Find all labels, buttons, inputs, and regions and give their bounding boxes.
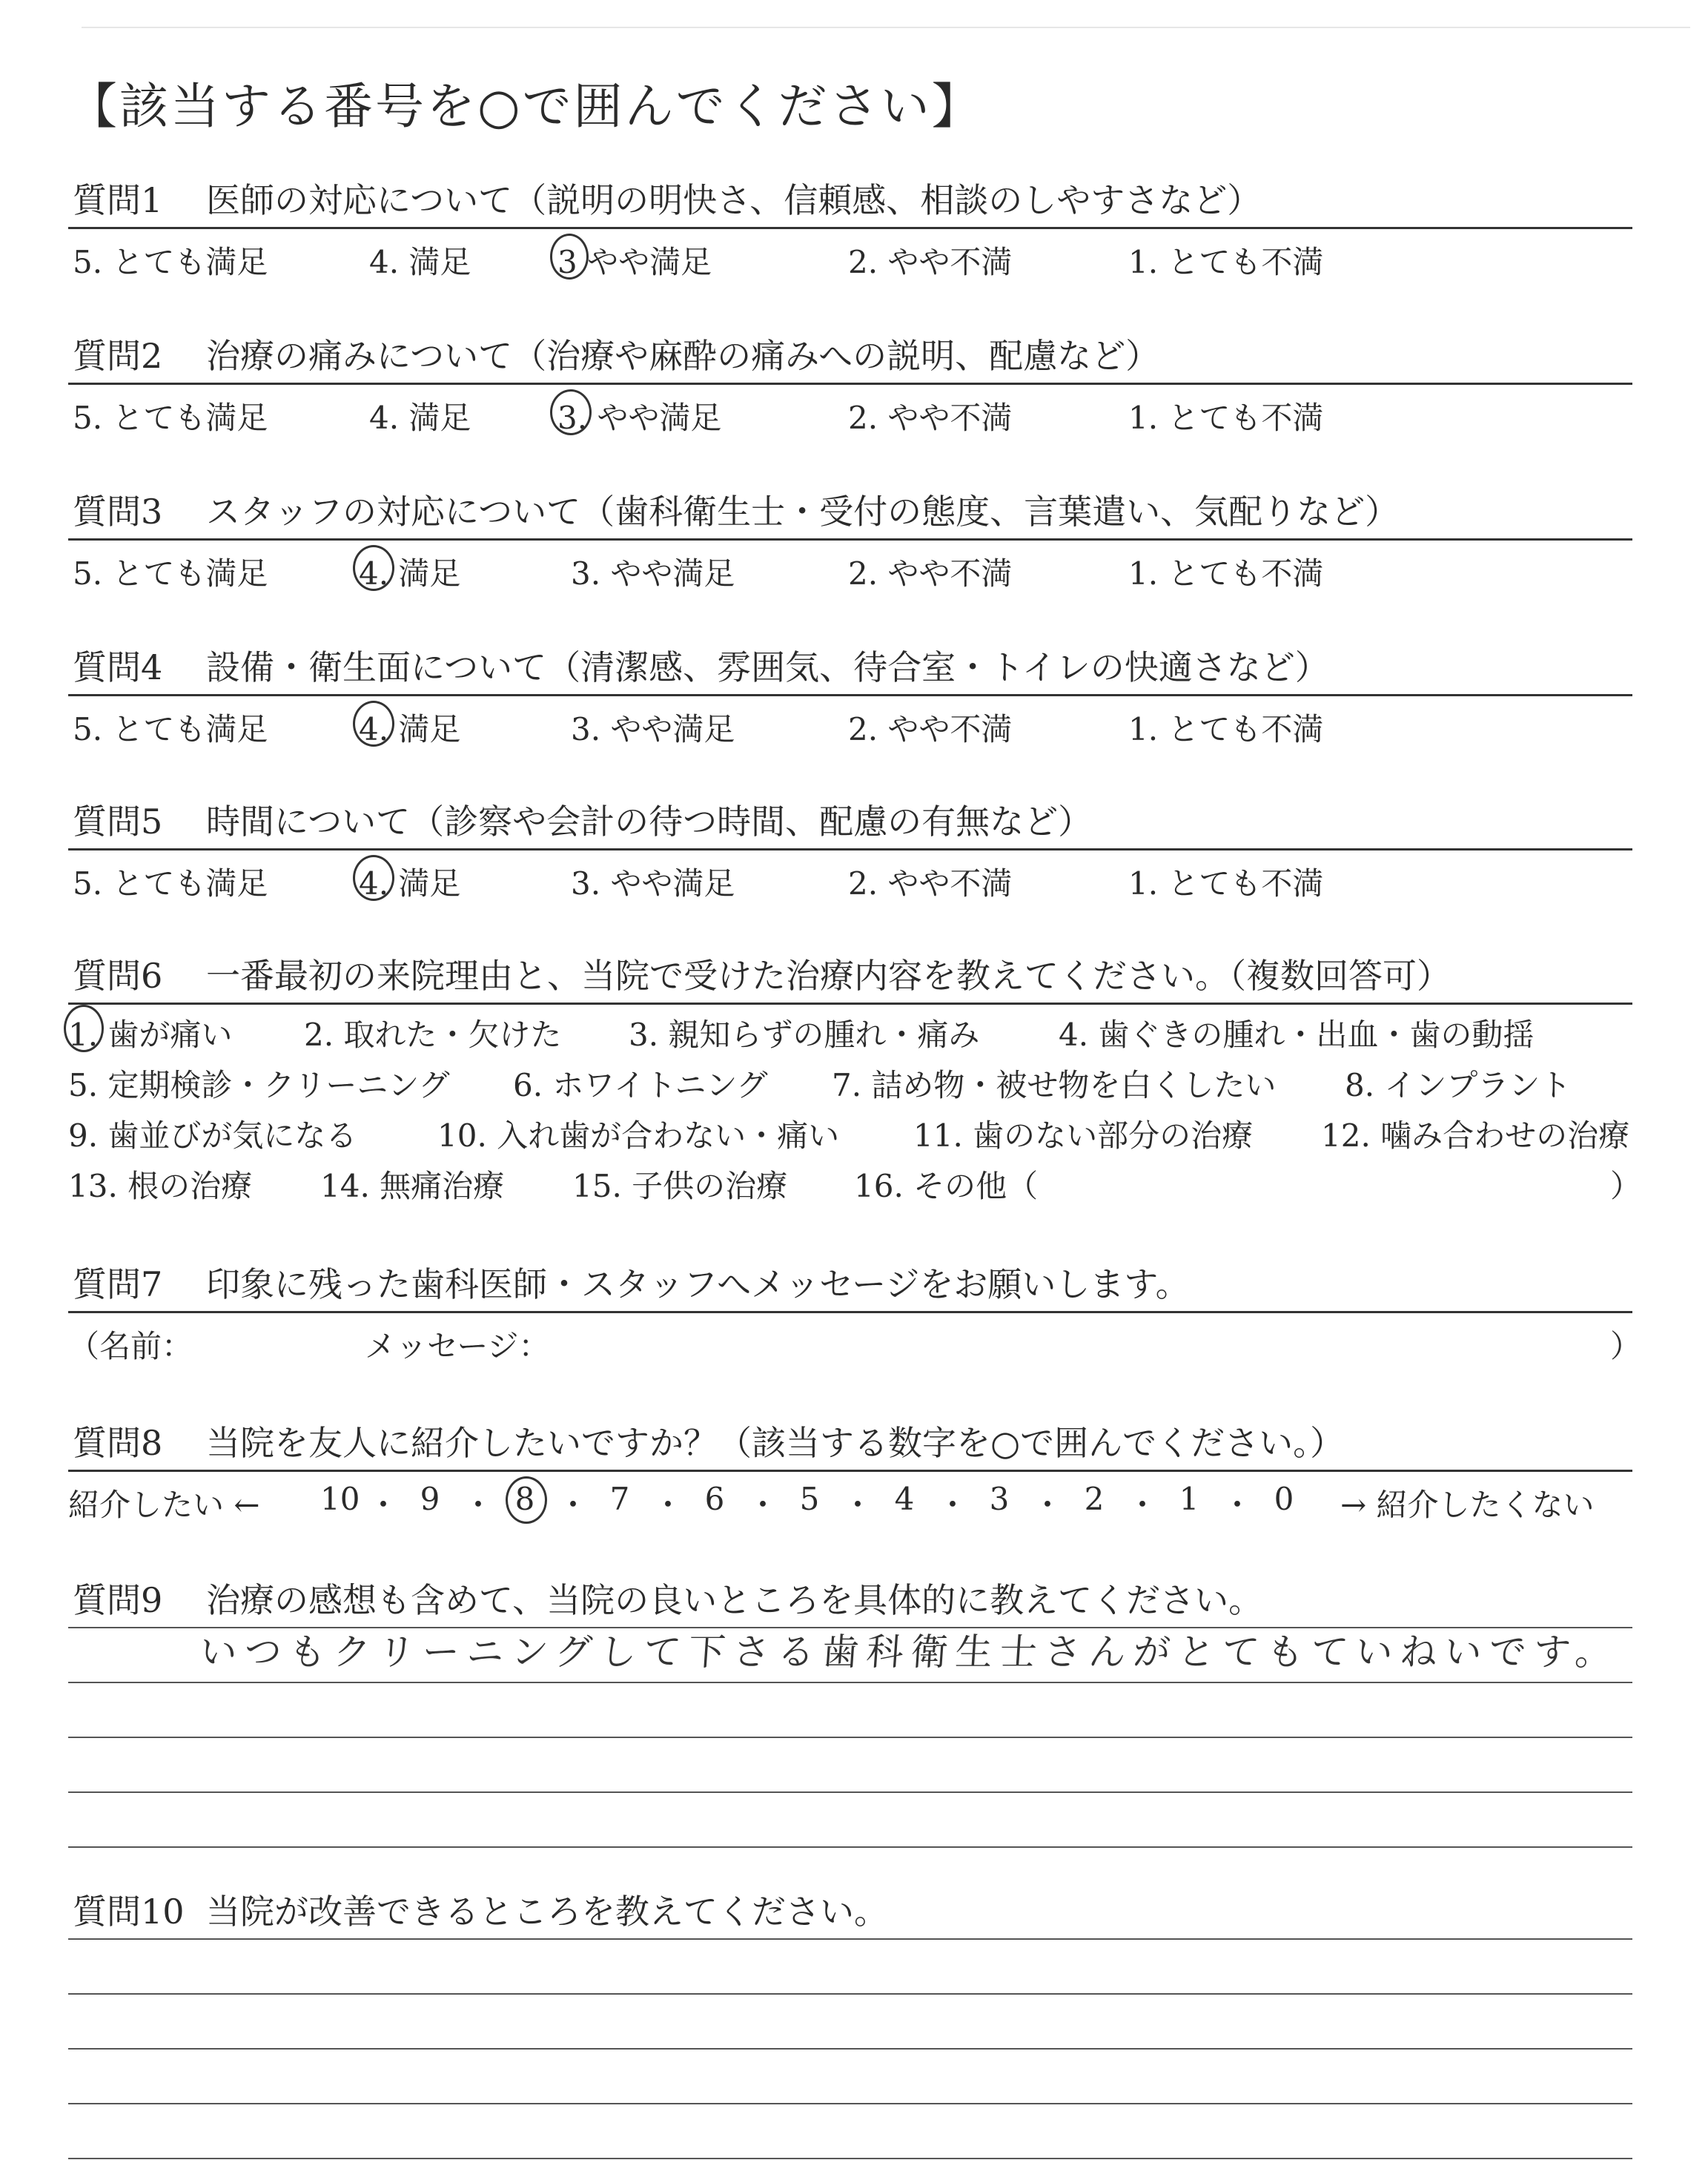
question-2 xyxy=(68,328,1632,441)
question-6-options xyxy=(68,1005,1642,1214)
question-10 xyxy=(68,1883,1632,2159)
question-8-text: 当院を友人に紹介したいですか？（該当する数字を○で囲んでください。） xyxy=(206,1423,1345,1463)
reason-option[interactable]: 10. 入れ歯が合わない・痛い xyxy=(437,1117,840,1154)
scale-5[interactable]: 5 xyxy=(799,1481,820,1517)
answer-line[interactable] xyxy=(68,1995,1632,2050)
scale-dot: ・ xyxy=(368,1487,400,1523)
question-8 xyxy=(68,1415,1632,1533)
answer-line[interactable] xyxy=(68,2104,1632,2159)
scale-dot: ・ xyxy=(937,1487,969,1523)
message-label: メッセージ： xyxy=(365,1328,550,1364)
question-7 xyxy=(68,1256,1642,1370)
question-1-options xyxy=(68,229,1632,285)
handwritten-answer: いつもクリーニングして下さる歯科衛生士さんがとてもていねいです。 xyxy=(198,1631,1621,1674)
selection-circle xyxy=(550,234,589,280)
question-5-options xyxy=(68,851,1632,907)
scale-1[interactable]: 1 xyxy=(1179,1481,1199,1517)
option-2[interactable]: 2. やや不満 xyxy=(848,711,1013,747)
reason-option[interactable]: 2. 取れた・欠けた xyxy=(304,1017,562,1053)
scale-4[interactable]: 4 xyxy=(894,1481,915,1517)
recommend-label: 紹介したい ← xyxy=(68,1487,260,1523)
question-6-header xyxy=(68,948,1632,1005)
question-8-header xyxy=(68,1415,1632,1472)
question-1-header xyxy=(68,172,1632,229)
option-3[interactable]: 3. やや満足 xyxy=(571,555,735,592)
question-2-text: 治療の痛みについて（治療や麻酔の痛みへの説明、配慮など） xyxy=(206,336,1160,376)
reason-option[interactable]: 12. 噛み合わせの治療 xyxy=(1321,1117,1630,1154)
reason-option[interactable]: 13. 根の治療 xyxy=(68,1168,253,1204)
reason-option[interactable]: 14. 無痛治療 xyxy=(320,1168,505,1204)
answer-line[interactable] xyxy=(68,1738,1632,1793)
question-2-options xyxy=(68,385,1632,441)
question-4-text: 設備・衛生面について（清潔感、雰囲気、待合室・トイレの快適さなど） xyxy=(206,647,1329,687)
question-6-label: 質問6 xyxy=(73,956,163,996)
reason-option[interactable]: 16. その他（ xyxy=(854,1168,1039,1204)
option-4[interactable]: 4. 満足 xyxy=(359,711,461,747)
scale-0[interactable]: 0 xyxy=(1274,1481,1294,1517)
question-3-label: 質問3 xyxy=(73,492,163,532)
scale-dot: ・ xyxy=(557,1487,589,1523)
scale-dot: ・ xyxy=(652,1487,684,1523)
answer-line[interactable] xyxy=(68,1628,1632,1683)
answer-line[interactable] xyxy=(68,2050,1632,2104)
question-6-text: 一番最初の来院理由と、当院で受けた治療内容を教えてください。（複数回答可） xyxy=(206,956,1451,996)
scale-dot: ・ xyxy=(1127,1487,1159,1523)
answer-line[interactable] xyxy=(68,1793,1632,1848)
option-1[interactable]: 1. とても不満 xyxy=(1128,400,1324,436)
question-9-header xyxy=(68,1572,1632,1628)
option-1[interactable]: 1. とても不満 xyxy=(1128,711,1324,747)
reason-option[interactable]: 4. 歯ぐきの腫れ・出血・歯の動揺 xyxy=(1059,1017,1535,1053)
question-2-header xyxy=(68,328,1632,385)
reason-option[interactable]: 9. 歯並びが気になる xyxy=(68,1117,357,1154)
option-2[interactable]: 2. やや不満 xyxy=(848,400,1013,436)
option-2[interactable]: 2. やや不満 xyxy=(848,865,1013,902)
question-1-text: 医師の対応について（説明の明快さ、信頼感、相談のしやすさなど） xyxy=(206,180,1262,220)
selection-circle xyxy=(506,1476,547,1524)
option-4[interactable]: 4. 満足 xyxy=(369,244,471,280)
question-3-header xyxy=(68,483,1632,541)
selection-circle xyxy=(353,545,394,591)
question-5-text: 時間について（診察や会計の待つ時間、配慮の有無など） xyxy=(206,802,1093,842)
scale-dot: ・ xyxy=(463,1487,494,1523)
question-7-fields xyxy=(68,1313,1642,1370)
question-1-label: 質問1 xyxy=(73,180,163,220)
question-9-text: 治療の感想も含めて、当院の良いところを具体的に教えてください。 xyxy=(206,1580,1263,1620)
question-3 xyxy=(68,483,1632,597)
question-5 xyxy=(68,793,1632,907)
selection-circle xyxy=(64,1005,104,1052)
scale-7[interactable]: 7 xyxy=(609,1481,630,1517)
option-1[interactable]: 1. とても不満 xyxy=(1128,555,1324,592)
question-2-label: 質問2 xyxy=(73,336,163,376)
reason-option[interactable]: 5. 定期検診・クリーニング xyxy=(68,1067,450,1103)
question-8-label: 質問8 xyxy=(73,1423,163,1463)
question-9 xyxy=(68,1572,1632,1848)
scale-dot: ・ xyxy=(1222,1487,1254,1523)
page-title: 【該当する番号を○で囲んでください】 xyxy=(68,78,983,135)
question-5-label: 質問5 xyxy=(73,802,163,842)
option-4[interactable]: 4. 満足 xyxy=(359,555,461,592)
reason-option[interactable]: 3. 親知らずの腫れ・痛み xyxy=(629,1017,980,1053)
option-5[interactable]: 5. とても満足 xyxy=(73,711,268,747)
option-5[interactable]: 5. とても満足 xyxy=(73,555,268,592)
question-1 xyxy=(68,172,1632,285)
question-4 xyxy=(68,639,1632,753)
option-5[interactable]: 5. とても満足 xyxy=(73,244,268,280)
close-paren: ） xyxy=(1610,1328,1642,1364)
option-1[interactable]: 1. とても不満 xyxy=(1128,865,1324,902)
question-10-label: 質問10 xyxy=(73,1892,185,1932)
reason-option[interactable]: 1. 歯が痛い xyxy=(68,1017,233,1053)
question-4-label: 質問4 xyxy=(73,647,163,687)
selection-circle xyxy=(550,389,592,435)
option-3[interactable]: 3 やや満足 xyxy=(557,244,712,280)
scale-10[interactable]: 10 xyxy=(320,1481,360,1517)
scale-dot: ・ xyxy=(1032,1487,1064,1523)
question-5-header xyxy=(68,793,1632,851)
option-5[interactable]: 5. とても満足 xyxy=(73,865,268,902)
answer-line[interactable] xyxy=(68,1683,1632,1738)
option-4[interactable]: 4. 満足 xyxy=(359,865,461,902)
scale-2[interactable]: 2 xyxy=(1084,1481,1105,1517)
question-4-header xyxy=(68,639,1632,696)
question-6 xyxy=(68,948,1642,1214)
reason-option[interactable]: 8. インプラント xyxy=(1345,1067,1572,1103)
selection-circle xyxy=(353,855,394,901)
option-1[interactable]: 1. とても不満 xyxy=(1128,244,1324,280)
reason-option[interactable]: 7. 詰め物・被せ物を白くしたい xyxy=(832,1067,1277,1103)
option-3[interactable]: 3. やや満足 xyxy=(571,711,735,747)
other-close-paren: ） xyxy=(1610,1168,1642,1204)
option-2[interactable]: 2. やや不満 xyxy=(848,555,1013,592)
scale-6[interactable]: 6 xyxy=(704,1481,725,1517)
question-7-header xyxy=(68,1256,1632,1313)
scale-3[interactable]: 3 xyxy=(989,1481,1010,1517)
option-5[interactable]: 5. とても満足 xyxy=(73,400,268,436)
question-8-scale xyxy=(68,1472,1632,1533)
scale-dot: ・ xyxy=(747,1487,779,1523)
option-2[interactable]: 2. やや不満 xyxy=(848,244,1013,280)
question-3-options xyxy=(68,541,1632,597)
scale-dot: ・ xyxy=(842,1487,874,1523)
option-3[interactable]: 3. やや満足 xyxy=(571,865,735,902)
name-label: （名前： xyxy=(68,1328,193,1364)
question-10-text: 当院が改善できるところを教えてください。 xyxy=(206,1892,888,1932)
option-3[interactable]: 3. やや満足 xyxy=(557,400,722,436)
reason-option[interactable]: 11. 歯のない部分の治療 xyxy=(913,1117,1254,1154)
selection-circle xyxy=(353,701,394,747)
reason-option[interactable]: 6. ホワイトニング xyxy=(513,1067,768,1103)
question-9-label: 質問9 xyxy=(73,1580,163,1620)
question-7-text: 印象に残った歯科医師・スタッフへメッセージをお願いします。 xyxy=(206,1264,1190,1304)
answer-line[interactable] xyxy=(68,1940,1632,1995)
reason-option[interactable]: 15. 子供の治療 xyxy=(572,1168,788,1204)
question-3-text: スタッフの対応について（歯科衛生士・受付の態度、言葉遣い、気配りなど） xyxy=(206,492,1400,532)
scale-8[interactable]: 8 xyxy=(514,1481,535,1517)
question-4-options xyxy=(68,696,1632,753)
scan-edge-line xyxy=(82,27,1690,28)
question-10-header xyxy=(68,1883,1632,1940)
question-7-label: 質問7 xyxy=(73,1264,163,1304)
option-4[interactable]: 4. 満足 xyxy=(369,400,471,436)
scale-9[interactable]: 9 xyxy=(420,1481,440,1517)
not-recommend-label: → 紹介したくない xyxy=(1340,1487,1595,1523)
